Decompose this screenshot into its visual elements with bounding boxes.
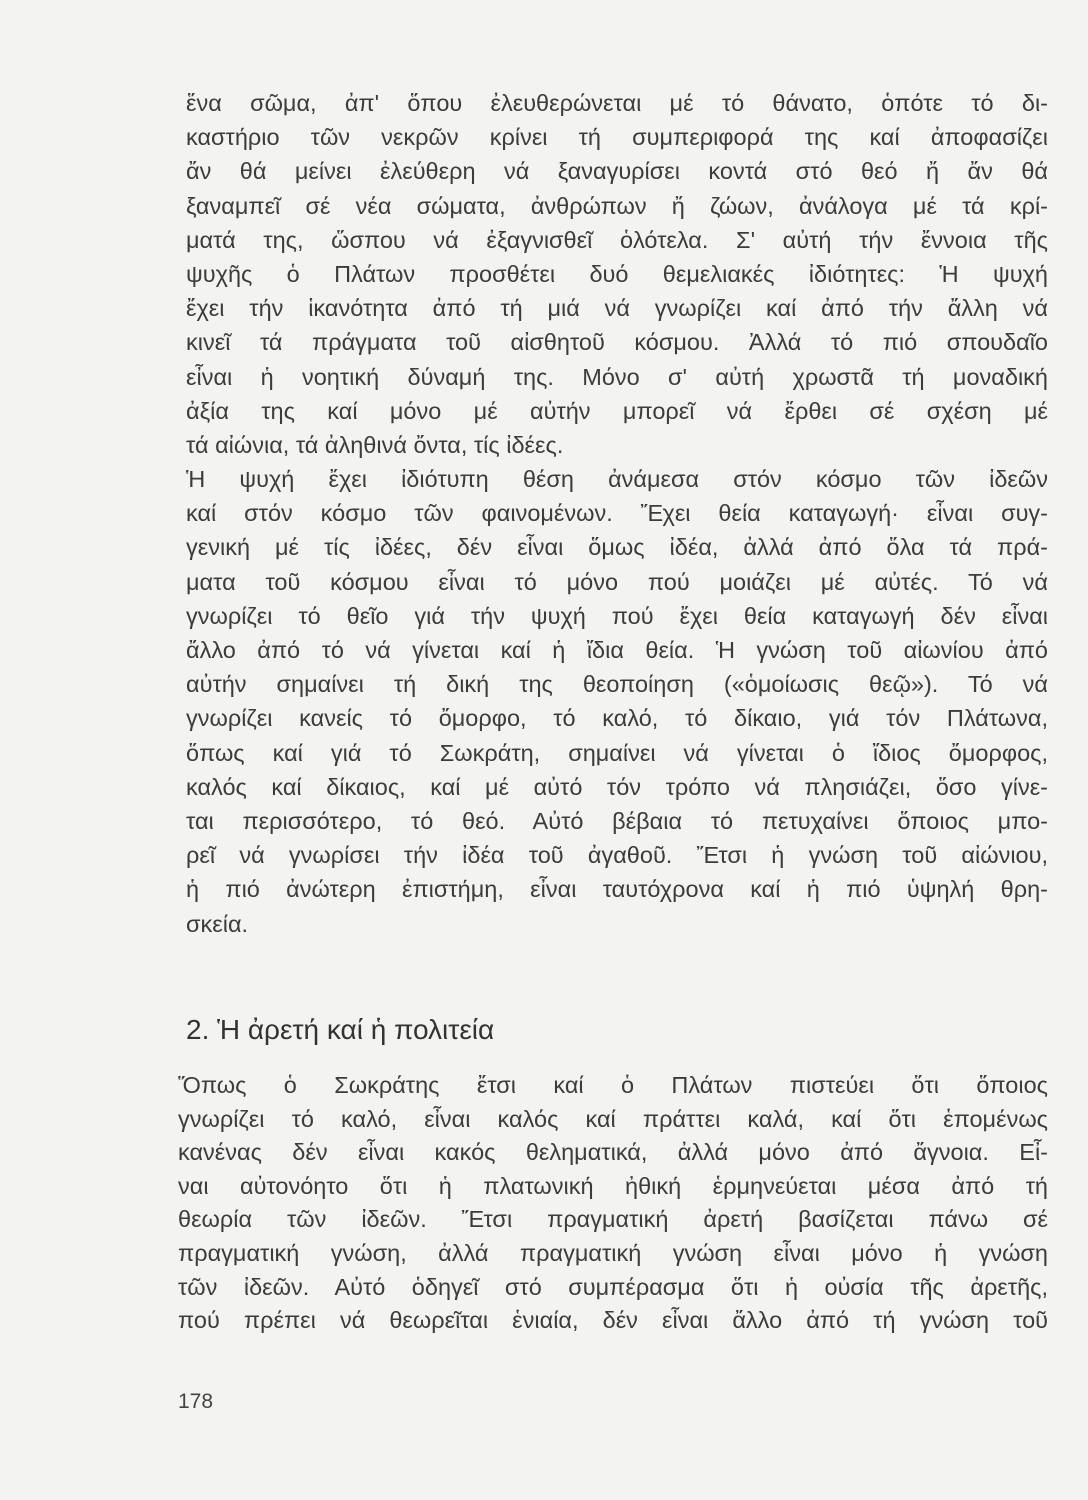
- text-line: πραγματική γνώση, ἀλλά πραγματική γνώση εἶναι μόνο ἡ γνώση: [178, 1239, 1048, 1266]
- text-line: ματα τοῦ κόσμου εἶναι τό μόνο πού μοιάζει μέ αὐτές. Τό νά: [186, 568, 1048, 595]
- text-line: γνωρίζει τό θεῖο γιά τήν ψυχή πού ἔχει θεία καταγωγή δέν εἶναι: [186, 602, 1048, 629]
- text-line: κινεῖ τά πράγματα τοῦ αἰσθητοῦ κόσμου. Ἀλλά τό πιό σπουδαῖο: [186, 329, 1048, 356]
- text-line: γνωρίζει κανείς τό ὄμορφο, τό καλό, τό δίκαιο, γιά τόν Πλάτωνα,: [186, 705, 1048, 732]
- text-line: πού πρέπει νά θεωρεῖται ἑνιαία, δέν εἶναι ἄλλο ἀπό τή γνώση τοῦ: [178, 1307, 1048, 1334]
- text-line: ψυχῆς ὁ Πλάτων προσθέτει δυό θεμελιακές ἰδιότητες: Ἡ ψυχή: [186, 260, 1048, 287]
- text-line: ναι αὐτονόητο ὅτι ἡ πλατωνική ἠθική ἑρμηνεύεται μέσα ἀπό τή: [178, 1172, 1048, 1199]
- upper-text-block: [186, 86, 1048, 941]
- text-line: Ἡ ψυχή ἔχει ἰδιότυπη θέση ἀνάμεσα στόν κόσμο τῶν ἰδεῶν: [186, 466, 1048, 493]
- text-line: ρεῖ νά γνωρίσει τήν ἰδέα τοῦ ἀγαθοῦ. Ἔτσι ἡ γνώση τοῦ αἰώνιου,: [186, 842, 1048, 869]
- text-line: καστήριο τῶν νεκρῶν κρίνει τή συμπεριφορά της καί ἀποφασίζει: [186, 124, 1048, 151]
- text-line: γνωρίζει τό καλό, εἶναι καλός καί πράττει καλά, καί ὅτι ἑπομένως: [178, 1105, 1048, 1132]
- text-line: ματά της, ὥσπου νά ἐξαγνισθεῖ ὁλότελα. Σ' αὐτή τήν ἔννοια τῆς: [186, 226, 1048, 253]
- text-line: ἄλλο ἀπό τό νά γίνεται καί ἡ ἴδια θεία. Ἡ γνώση τοῦ αἰωνίου ἀπό: [186, 637, 1048, 663]
- text-line: κανένας δέν εἶναι κακός θεληματικά, ἀλλά μόνο ἀπό ἄγνοια. Εἶ-: [178, 1139, 1048, 1166]
- text-line: θεωρία τῶν ἰδεῶν. Ἔτσι πραγματική ἀρετή βασίζεται πάνω σέ: [178, 1206, 1048, 1233]
- text-line: σκεία.: [186, 910, 249, 937]
- lower-text-block: [178, 1069, 1048, 1338]
- text-line: ἄν θά μείνει ἐλεύθερη νά ξαναγυρίσει κοντά στό θεό ἤ ἄν θά: [186, 158, 1048, 185]
- page-number: 178: [178, 1390, 214, 1413]
- text-line: τά αἰώνια, τά ἀληθινά ὄντα, τίς ἰδέες.: [186, 431, 564, 458]
- text-line: καλός καί δίκαιος, καί μέ αὐτό τόν τρόπο νά πλησιάζει, ὅσο γίνε-: [186, 773, 1048, 800]
- section-heading: 2. Ἡ ἀρετή καί ἡ πολιτεία: [186, 1014, 495, 1045]
- text-line: καί στόν κόσμο τῶν φαινομένων. Ἔχει θεία καταγωγή· εἶναι συγ-: [186, 500, 1048, 527]
- text-line: τῶν ἰδεῶν. Αὐτό ὁδηγεῖ στό συμπέρασμα ὅτι ἡ οὐσία τῆς ἀρετῆς,: [178, 1273, 1048, 1300]
- text-line: αὐτήν σημαίνει τή δική της θεοποίηση («ὁμοίωσις θεῷ»). Τό νά: [186, 671, 1048, 698]
- text-line: γενική μέ τίς ἰδέες, δέν εἶναι ὅμως ἰδέα, ἀλλά ἀπό ὅλα τά πρά-: [186, 534, 1048, 561]
- text-line: ξαναμπεῖ σέ νέα σώματα, ἀνθρώπων ἤ ζώων, ἀνάλογα μέ τά κρί-: [186, 192, 1048, 219]
- text-line: ἀξία της καί μόνο μέ αὐτήν μπορεῖ νά ἔρθει σέ σχέση μέ: [186, 397, 1048, 424]
- text-line: ἔχει τήν ἱκανότητα ἀπό τή μιά νά γνωρίζει καί ἀπό τήν ἄλλη νά: [186, 295, 1048, 322]
- text-line: Ὅπως ὁ Σωκράτης ἔτσι καί ὁ Πλάτων πιστεύει ὅτι ὅποιος: [178, 1072, 1048, 1098]
- text-line: εἶναι ἡ νοητική δύναμή της. Μόνο σ' αὐτή χρωστᾶ τή μοναδική: [186, 363, 1048, 390]
- text-line: ται περισσότερο, τό θεό. Αὐτό βέβαια τό πετυχαίνει ὅποιος μπο-: [186, 807, 1048, 834]
- text-line: ἡ πιό ἀνώτερη ἐπιστήμη, εἶναι ταυτόχρονα καί ἡ πιό ὑψηλή θρη-: [186, 876, 1048, 903]
- text-line: ὅπως καί γιά τό Σωκράτη, σημαίνει νά γίνεται ὁ ἴδιος ὄμορφος,: [186, 739, 1048, 766]
- text-line: ἕνα σῶμα, ἀπ' ὅπου ἐλευθερώνεται μέ τό θάνατο, ὁπότε τό δι-: [186, 90, 1048, 116]
